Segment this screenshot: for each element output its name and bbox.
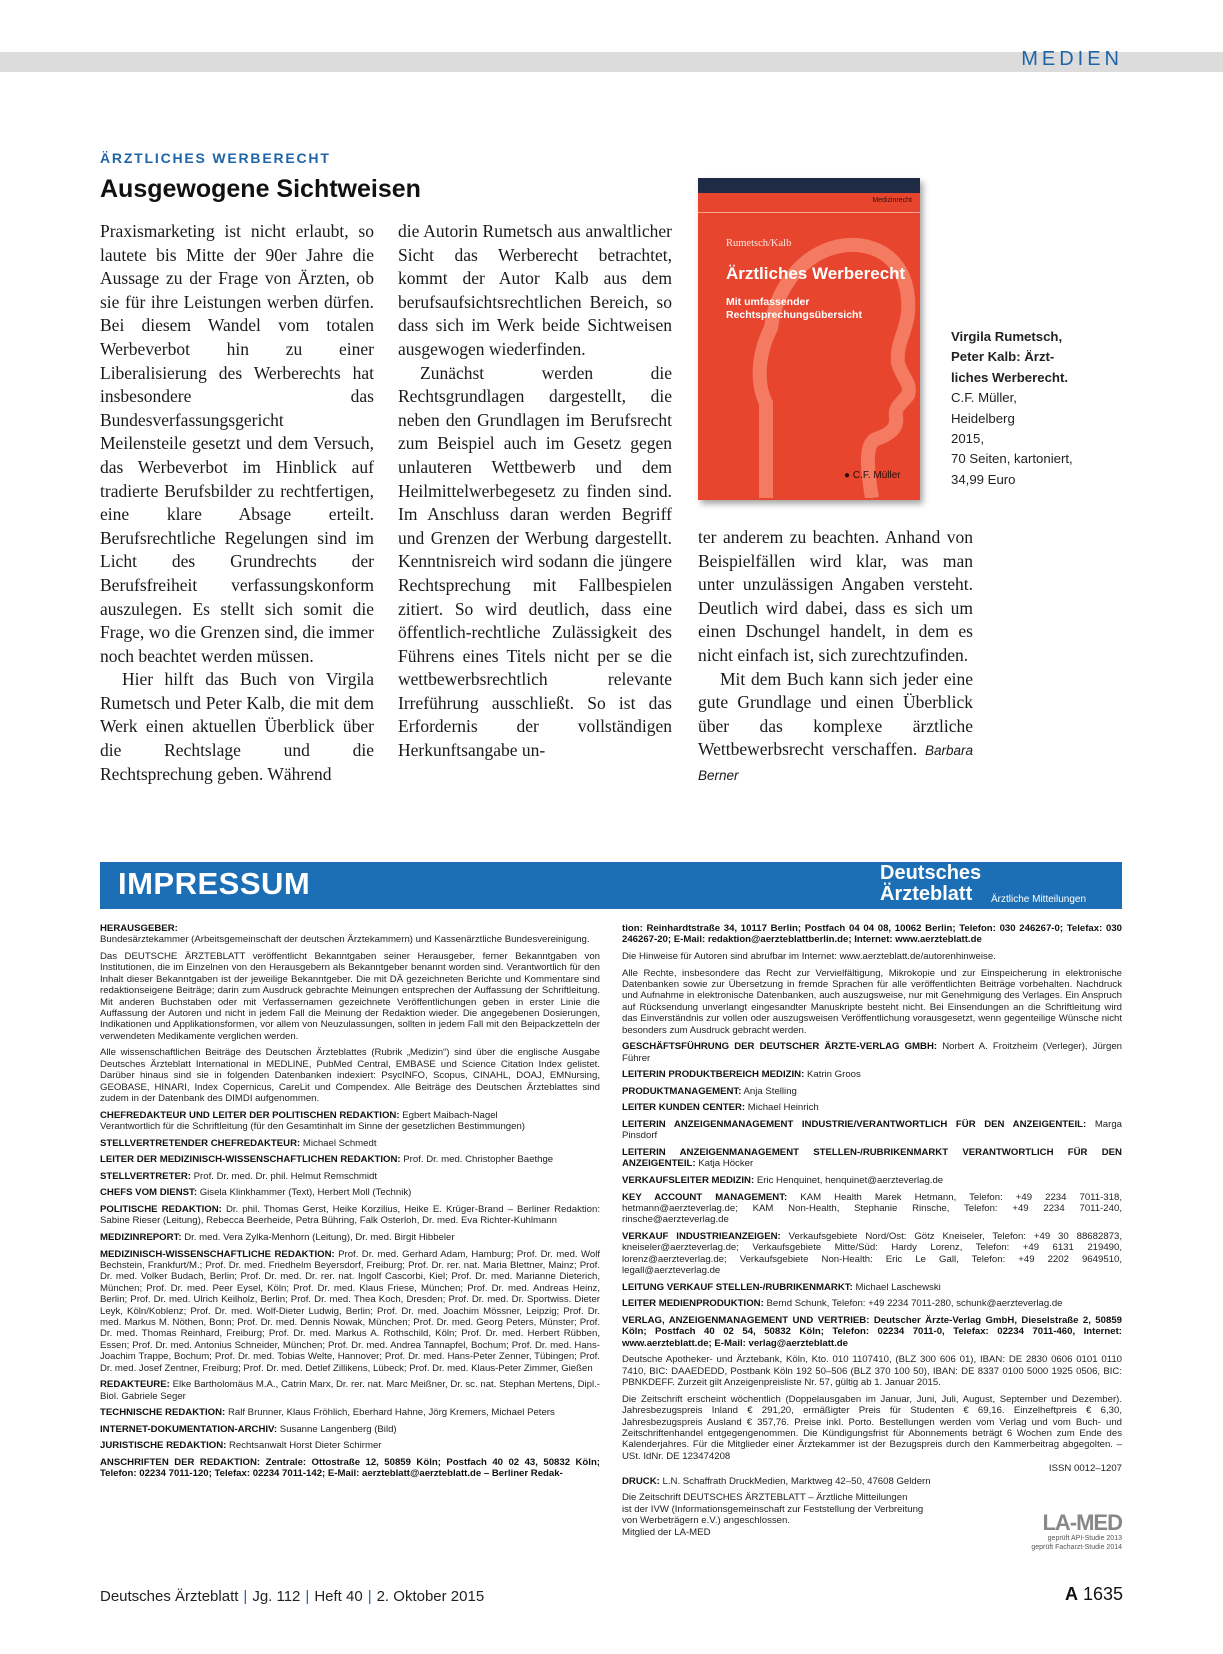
paragraph: Hier hilft das Buch von Virgila Rumetsch und Peter Kalb, die mit dem Werk einen aktuellen Überblick über die Rechtslage und die Rechtsprechung geben. Während <box>100 669 374 784</box>
paragraph-text: Mit dem Buch kann sich jeder eine gute Grundlage und einen Überblick über das komplexe ärztliche Wettbewerbsrecht verschaffen. <box>698 668 973 760</box>
paragraph: ter anderem zu beachten. Anhand von Beispielfällen wird klar, was man unter unzulässigen Angaben versteht. Deutlich wird dabei, dass es sich um einen Dschungel handelt, in dem es nicht einfach ist, sich zurechtzufinden. <box>698 527 973 665</box>
impressum-title: IMPRESSUM <box>118 866 311 901</box>
book-series: Medizinrecht <box>872 197 912 204</box>
paragraph: Praxismarketing ist nicht erlaubt, so lautete bis Mitte der 90er Jahre die Aussage zu der Frage von Ärzten, ob sie für ihre Leistungen werben dürfen. Bei diesem Wandel vom totalen Werbeverbot hin zu einer Liberalisierung des Werberechts hat insbesondere das Bundesverfassungsgericht Meilensteile gesetzt und dem Versuch, das Werbeverbot im Hinblick auf tradierte Berufsbilder zu rechtfertigen, eine klare Absage erteilt. Berufsrechtliche Regelungen sind im Licht des Grundrechts der Berufsfreiheit verfassungskonform auszulegen. Es stellt sich somit die Frage, wo die Grenzen sind, die immer noch beachtet werden müssen. <box>100 221 374 666</box>
article-column-2 <box>398 220 672 763</box>
journal-name: Deutsches Ärzteblatt <box>100 1588 239 1605</box>
page-number: A 1635 <box>1064 1584 1123 1604</box>
book-publisher: ● C.F. Müller <box>844 470 901 481</box>
article-author: Barbara Berner <box>698 743 973 783</box>
article-column-1 <box>100 220 374 786</box>
deutsches-aerzteblatt-logo: Deutsches Ärzteblatt Ärztliche Mitteilungen <box>880 862 1087 905</box>
publisher-logo-icon: ● <box>844 470 853 481</box>
book-caption: Virgila Rumetsch, Peter Kalb: Ärzt- liches Werberecht. C.F. Müller, Heidelberg 2015, 70 Seiten, kartoniert, 34,99 Euro <box>951 329 1073 487</box>
article-kicker: ÄRZTLICHES WERBERECHT <box>100 150 331 166</box>
paragraph: Zunächst werden die Rechtsgrundlagen dargestellt, die neben den Grundlagen im Berufsrecht zum Beispiel auch im Gesetz gegen unlauteren Wettbewerb und dem Heilmittelwerbegesetz zu finden sind. Im Anschluss daran werden Begriff und Grenzen der Werbung dargestellt. Kenntnisreich wird sodann die jüngere Rechtsprechung mit Fallbespielen zitiert. So wird deutlich, dass eine öffentlich-rechtliche Zulässigkeit des Führens eines Titels nicht per se die wettbewerbsrechtlich relevante Irreführung ausschließt. So ist das Erfordernis der vollständigen Herkunftsangabe un- <box>398 362 672 761</box>
volume: Jg. 112 <box>252 1588 301 1605</box>
paragraph <box>698 668 973 788</box>
book-subtitle: Mit umfassender Rechtsprechungsübersicht <box>726 296 862 321</box>
issue-date: 2. Oktober 2015 <box>376 1588 485 1605</box>
book-authors: Rumetsch/Kalb <box>726 238 792 249</box>
la-med-logo: LA-MED geprüft API-Studie 2013 geprüft Facharzt-Studie 2014 <box>1031 1510 1122 1551</box>
book-cover-band <box>698 178 920 193</box>
impressum-right-column: tion: Reinhardtstraße 34, 10117 Berlin; Postfach 04 04 08, 10062 Berlin; Telefon: 030 246267-0; Telefax: 030 246267-20; E-Mail: redaktion@aerzteblattberlin.de; Internet: www.aerzteblatt.de Die Hinweise für Autoren sind abrufbar im Internet: www.aerzteblatt.de/autorenhinweise. Alle Rechte, insbesondere das Recht zur Vervielfältigung, Mikrokopie und zur Einspeicherung in elektronische Datenbanken sowie zur Übersetzung in fremde Sprachen für alle veröffentlichten Beiträge vorbehalten. Nachdruck und Aufnahme in elektronische Datenbanken, auch auszugsweise, nur mit Genehmigung des Verlages. Ein Anspruch auf Rücksendung unverlangt eingesandter Manuskripte besteht nicht. Bei Einsendungen an die Schriftleitung wird das Einverständnis zur vollen oder auszugsweisen Veröffentlichung vorausgesetzt, wenn gegenteilige Wünsche nicht besonders zum Ausdruck gebracht werden. GESCHÄFTSFÜHRUNG DER DEUTSCHER ÄRZTE-VERLAG GMBH: Norbert A. Froitzheim (Verleger), Jürgen Führer LEITERIN PRODUKTBEREICH MEDIZIN: Katrin Groos PRODUKTMANAGEMENT: Anja Stelling LEITER KUNDEN CENTER: Michael Heinrich LEITERIN ANZEIGENMANAGEMENT INDUSTRIE/VERANTWORTLICH FÜR DEN ANZEIGENTEIL: Marga Pinsdorf LEITERIN ANZEIGENMANAGEMENT STELLEN-/RUBRIKENMARKT VERANTWORTLICH FÜR DEN ANZEIGENTEIL: Katja Höcker VERKAUFSLEITER MEDIZIN: Eric Henquinet, henquinet@aerzteverlag.de KEY ACCOUNT MANAGEMENT: KAM Health Marek Hetmann, Telefon: +49 2234 7011-318, hetmann@aerzteverlag.de; KAM Non-Health, Stephanie Rinsche, Telefon: +49 2234 7011-240, rinsche@aerzteverlag.de VERKAUF INDUSTRIEANZEIGEN: Verkaufsgebiete Nord/Ost: Götz Kneiseler, Telefon: +49 30 88682873, kneiseler@aerzteverlag.de; Verkaufsgebiete Mitte/Süd: Hardy Lorenz, Telefon: +49 6131 219490, lorenz@aerzteverlag.de; Verkaufsgebiete Non-Health: Eric Le Gall, Telefon: +49 2202 9649510, legall@aerzteverlag.de LEITUNG VERKAUF STELLEN-/RUBRIKENMARKT: Michael Laschewski LEITER MEDIENPRODUKTION: Bernd Schunk, Telefon: +49 2234 7011-280, schunk@aerzteverlag.de VERLAG, ANZEIGENMANAGEMENT UND VERTRIEB: Deutscher Ärzte-Verlag GmbH, Dieselstraße 2, 50859 Köln; Postfach 40 02 54, 50832 Köln; Telefon: 02234 7011-0, Telefax: 02234 7011-460, Internet: www.aerzteblatt.de; E-Mail: verlag@aerzteblatt.de Deutsche Apotheker- und Ärztebank, Köln, Kto. 010 1107410, (BLZ 300 606 01), IBAN: DE 2830 0606 0101 0110 7410, BIC: DAAEDEDD, Postbank Köln 192 50–506 (BLZ 370 100 50), IBAN: DE 8337 0100 5000 1925 0506, BIC: PBNKDEFF. Zurzeit gilt Anzeigenpreisliste Nr. 57, gültig ab 1. Januar 2015. Die Zeitschrift erscheint wöchentlich (Doppelausgaben im Januar, Juni, Juli, August, September und Dezember). Jahresbezugspreis Inland € 291,20, ermäßigter Preis für Studenten € 69,16. Einzelheftpreis € 6,30, Jahresbezugspreis Ausland € 357,76. Preise inkl. Porto. Bestellungen werden vom Verlag und vom Buch- und Zeitschriftenhandel entgegengenommen. Die Kündigungsfrist für Abonnements beträgt 6 Wochen zum Ende des Kalenderjahres. Für die Mitglieder einer Ärztekammer ist der Bezugspreis durch den Kammerbeitrag abgegolten. – USt. IdNr. DE 123474208 ISSN 0012–1207 DRUCK: L.N. Schaffrath DruckMedien, Marktweg 42–50, 47608 Geldern Die Zeitschrift DEUTSCHES ÄRZTEBLATT – Ärztliche Mitteilungen ist der IVW (Informationsgemeinschaft zur Feststellung der Verbreitung von Werbeträgern e.V.) angeschlossen. Mitglied der LA-MED <box>622 923 1123 1539</box>
article-headline: Ausgewogene Sichtweisen <box>100 175 421 203</box>
article-column-3 <box>698 526 973 788</box>
book-divider <box>698 212 920 213</box>
book-title: Ärztliches Werberecht <box>726 264 906 283</box>
impressum-left-column: HERAUSGEBER: Bundesärztekammer (Arbeitsgemeinschaft der deutschen Ärztekammern) und Kassenärztliche Bundesvereinigung. Das DEUTSCHE ÄRZTEBLATT veröffentlicht Bekanntgaben seiner Herausgeber, ferner Bekanntgaben von Institutionen, die im Einzelnen von den Herausgebern als Bekanntgeber benannt worden sind. Verantwortlich für den Inhalt dieser Bekanntgaben ist der jeweilige Bekanntgeber. Die mit DÄ gezeichneten Berichte und Kommentare sind redaktionseigene Beiträge; darin zum Ausdruck gebrachte Meinungen entsprechen der Auffassung der Schriftleitung. Mit anderen Buchstaben oder mit Verfassernamen gezeichnete Veröffentlichungen geben in erster Linie die Auffassung der Autoren und nicht in jedem Fall die Meinung der Redaktion wieder. Die angegebenen Dosierungen, Indikationen und Applikationsformen, vor allem von Neuzulassungen, sollten in jedem Fall mit den Beipackzetteln der verwendeten Medikamente verglichen werden. Alle wissenschaftlichen Beiträge des Deutschen Ärzteblattes (Rubrik „Medizin“) sind über die englische Ausgabe Deutsches Ärzteblatt International in MEDLINE, PubMed Central, EMBASE und Science Citation Index gelistet. Darüber hinaus sind sie in folgenden Datenbanken indexiert: PsycINFO, Scopus, CINAHL, DOAJ, EMNursing, GEOBASE, HINARI, Index Copernicus, CareLit und Compendex. Alle Beiträge des Deutschen Ärzteblattes sind zudem in der Datenbank des DIMDI aufgenommen. CHEFREDAKTEUR UND LEITER DER POLITISCHEN REDAKTION: Egbert Maibach-Nagel Verantwortlich für die Schriftleitung (für den Gesamtinhalt im Sinne der gesetzlichen Bestimmungen) STELLVERTRETENDER CHEFREDAKTEUR: Michael Schmedt LEITER DER MEDIZINISCH-WISSENSCHAFTLICHEN REDAKTION: Prof. Dr. med. Christopher Baethge STELLVERTRETER: Prof. Dr. med. Dr. phil. Helmut Remschmidt CHEFS VOM DIENST: Gisela Klinkhammer (Text), Herbert Moll (Technik) POLITISCHE REDAKTION: Dr. phil. Thomas Gerst, Heike Korzilius, Heike E. Krüger-Brand – Berliner Redaktion: Sabine Rieser (Leitung), Rebecca Beerheide, Petra Bühring, Falk Osterloh, Dr. med. Eva Richter-Kuhlmann MEDIZINREPORT: Dr. med. Vera Zylka-Menhorn (Leitung), Dr. med. Birgit Hibbeler MEDIZINISCH-WISSENSCHAFTLICHE REDAKTION: Prof. Dr. med. Gerhard Adam, Hamburg; Prof. Dr. med. Wolf Bechstein, Frankfurt/M.; Prof. Dr. med. Friedhelm Beyersdorf, Freiburg; Prof. Dr. rer. nat. Maria Blettner, Mainz; Prof. Dr. med. Volker Budach, Berlin; Prof. Dr. med. Dr. rer. nat. Ingolf Cascorbi, Kiel; Prof. Dr. med. Marianne Dieterich, München; Prof. Dr. med. Peer Eysel, Köln; Prof. Dr. med. Klaus Friese, München; Prof. Dr. med. Andreas Heinz, Berlin; Prof. Dr. med. Ulrich Keilholz, Berlin; Prof. Dr. med. Thea Koch, Dresden; Prof. Dr. med. Dr. Sportwiss. Dieter Leyk, Köln/Koblenz; Prof. Dr. med. Wolf-Dieter Ludwig, Berlin; Prof. Dr. med. Joachim Mössner, Leipzig; Prof. Dr. med. Markus M. Nöthen, Bonn; Prof. Dr. med. Dennis Nowak, München; Prof. Dr. med. Georg Peters, Münster; Prof. Dr. med. Thomas Reinhard, Freiburg; Prof. Dr. med. Markus A. Rothschild, Köln; Prof. Dr. med. Herbert Rübben, Essen; Prof. Dr. med. Antonius Schneider, München; Prof. Dr. med. Andrea Tannapfel, Bochum; Prof. Dr. med. Hans-Joachim Trappe, Bochum; Prof. Dr. med. Tobias Welte, Hannover; Prof. Dr. med. Hans-Peter Zenner, Tübingen; Prof. Dr. med. Josef Zentner, Freiburg; Prof. Dr. med. Detlef Zillikens, Lübeck; Prof. Dr. med. Klaus-Peter Zimmer, Gießen REDAKTEURE: Elke Bartholomäus M.A., Catrin Marx, Dr. rer. nat. Marc Meißner, Dr. sc. nat. Stephan Mertens, Dipl.-Biol. Gabriele Seger TECHNISCHE REDAKTION: Ralf Brunner, Klaus Fröhlich, Eberhard Hahne, Jörg Kremers, Michael Peters INTERNET-DOKUMENTATION-ARCHIV: Susanne Langenberg (Bild) JURISTISCHE REDAKTION: Rechtsanwalt Horst Dieter Schirmer ANSCHRIFTEN DER REDAKTION: Zentrale: Ottostraße 12, 50859 Köln; Postfach 40 02 43, 50832 Köln; Telefon: 02234 7011-120; Telefax: 02234 7011-142; E-Mail: aerzteblatt@aerzteblatt.de – Berliner Redak- <box>100 923 600 1480</box>
issue: Heft 40 <box>314 1588 363 1605</box>
section-label: MEDIEN <box>1021 48 1123 70</box>
paragraph: die Autorin Rumetsch aus anwaltlicher Sicht das Werberecht betrachtet, kommt der Autor Kalb aus dem berufsaufsichtsrechtlichen Bereich, so dass sich im Werk beide Sichtweisen ausgewogen wiederfinden. <box>398 221 672 359</box>
page-footer: Deutsches Ärzteblatt | Jg. 112 | Heft 40 | 2. Oktober 2015 <box>100 1588 485 1605</box>
book-cover <box>698 178 920 500</box>
